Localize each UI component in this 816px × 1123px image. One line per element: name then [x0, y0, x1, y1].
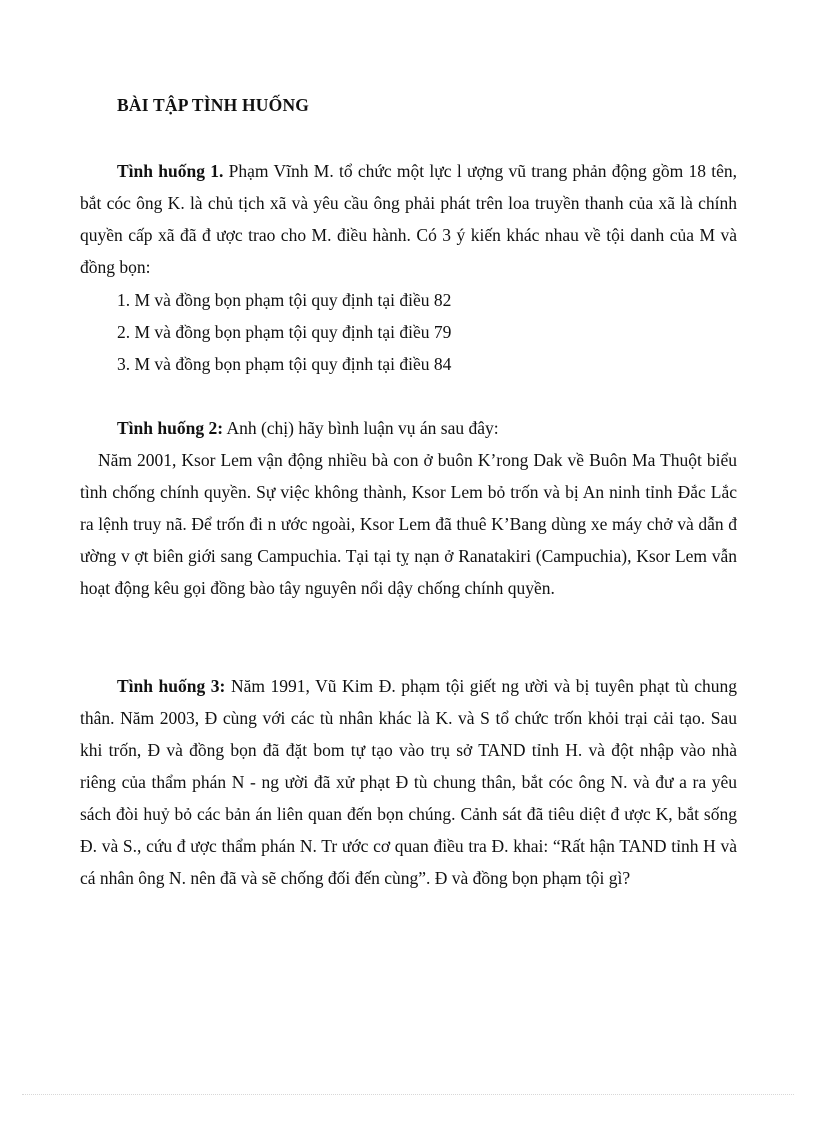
- case-1-option: 2. M và đồng bọn phạm tội quy định tại điều 79: [117, 322, 452, 342]
- document-title: BÀI TẬP TÌNH HUỐNG: [117, 95, 310, 115]
- case-2-heading: [80, 412, 737, 444]
- case-3-paragraph: [80, 670, 737, 894]
- case-2-body-text: Năm 2001, Ksor Lem vận động nhiều bà con ở buôn K’rong Dak về Buôn Ma Thuột biểu tình chống chính quyền. Sự việc không thành, Ksor Lem bỏ trốn và bị An ninh tỉnh Đắc Lắc ra lệnh truy nã. Để trốn đi n ước ngoài, Ksor Lem đã thuê K’Bang dùng xe máy chở và dẫn đ ường v ợt biên giới sang Campuchia. Tại tại tỵ nạn ở Ranatakiri (Campuchia), Ksor Lem vẫn hoạt động kêu gọi đồng bào tây nguyên nổi dậy chống chính quyền.: [80, 450, 737, 598]
- case-2-label: Tình huống 2:: [117, 418, 224, 438]
- case-1-options: [117, 284, 451, 380]
- case-1-paragraph: [80, 155, 737, 283]
- case-3-label: Tình huống 3:: [117, 676, 226, 696]
- case-2-text: Anh (chị) hãy bình luận vụ án sau đây:: [223, 418, 499, 438]
- case-1-text: Phạm Vĩnh M. tổ chức một lực l ượng vũ trang phản động gồm 18 tên, bắt cóc ông K. là chủ tịch xã và yêu cầu ông phải phát trên loa truyền thanh của xã là chính quyền cấp xã đã đ ược trao cho M. điều hành. Có 3 ý kiến khác nhau về tội danh của M và đồng bọn:: [80, 161, 737, 277]
- case-1-label: Tình huống 1.: [117, 161, 224, 181]
- case-1-option: 1. M và đồng bọn phạm tội quy định tại điều 82: [117, 290, 452, 310]
- case-2-body: [80, 444, 737, 604]
- case-1-option: 3. M và đồng bọn phạm tội quy định tại điều 84: [117, 354, 452, 374]
- page-bottom-divider: [22, 1094, 794, 1095]
- case-3-text: Năm 1991, Vũ Kim Đ. phạm tội giết ng ười và bị tuyên phạt tù chung thân. Năm 2003, Đ cùng với các tù nhân khác là K. và S tổ chức trốn khỏi trại cải tạo. Sau khi trốn, Đ và đồng bọn đã đặt bom tự tạo vào trụ sở TAND tỉnh H. và đột nhập vào nhà riêng của thẩm phán N - ng ười đã xử phạt Đ tù chung thân, bắt cóc ông N. và đư a ra yêu sách đòi huỷ bỏ các bản án liên quan đến bọn chúng. Cảnh sát đã tiêu diệt đ ược K, bắt sống Đ. và S., cứu đ ược thẩm phán N. Tr ước cơ quan điều tra Đ. khai: “Rất hận TAND tỉnh H và cá nhân ông N. nên đã và sẽ chống đối đến cùng”. Đ và đồng bọn phạm tội gì?: [80, 676, 737, 888]
